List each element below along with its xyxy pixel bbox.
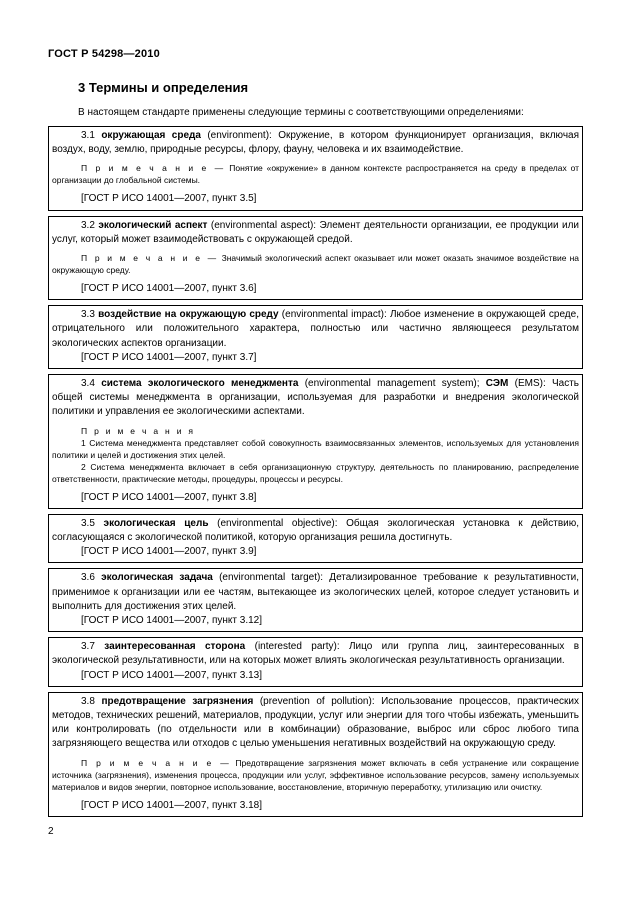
term-definition <box>52 517 579 545</box>
term-source: [ГОСТ Р ИСО 14001—2007, пункт 3.7] <box>81 351 257 363</box>
term-notes <box>52 425 579 485</box>
term-name: предотвращение загрязнения <box>101 695 254 707</box>
term-note <box>52 252 579 276</box>
term-definition <box>52 640 579 668</box>
term-definition <box>52 695 579 752</box>
term-definition <box>52 571 579 614</box>
term-definition <box>52 219 579 247</box>
notes-label: П р и м е ч а н и я <box>81 425 196 436</box>
term-number: 3.3 <box>81 309 95 321</box>
term-text: (environmental target): Детализированное требование к результативности, применимое к организации или ее частям, вытекающее из экологических целей, которое следует установить и выполнить для достижения этих целей. <box>52 572 580 612</box>
note-text: Предотвращение загрязнения может включать в себя устранение или сокращение источника (загрязнения), изменения процесса, продукции или услуг, эффективное использование ресурсов, замену используемых материалов и видов энергии, повторное использование, восстановление, вторичную переработку, утилизацию или очистку. <box>52 757 579 792</box>
term-source: [ГОСТ Р ИСО 14001—2007, пункт 3.12] <box>81 615 263 627</box>
term-text: (prevention of pollution): Использование процессов, практических методов, технических решений, материалов, продукции, услуг или энергии для того чтобы избежать, уменьшить или контролировать (по отдельности или в комбинации) образование, выброс или сброс любого типа загрязняющего вещества или отходов с целью уменьшения негативных воздействий на окружающую среду. <box>52 695 579 750</box>
term-source: [ГОСТ Р ИСО 14001—2007, пункт 3.6] <box>81 283 257 295</box>
term-source: [ГОСТ Р ИСО 14001—2007, пункт 3.18] <box>81 799 263 811</box>
term-text: (environmental aspect): Элемент деятельности организации, ее продукции или услуг, который может взаимодействовать с окружающей средой. <box>52 219 580 245</box>
intro-text: В настоящем стандарте применены следующие термины с соответствующими определениями: <box>78 107 524 118</box>
term-number: 3.5 <box>81 517 95 529</box>
term-definition <box>52 308 579 351</box>
term-number: 3.8 <box>81 695 95 707</box>
term-name: окружающая среда <box>101 130 201 141</box>
term-name: заинтересованная сторона <box>104 641 246 653</box>
page-number: 2 <box>48 826 54 837</box>
note-item: 1 Система менеджмента представляет собой совокупность взаимосвязанных элементов, используемых для установления политики и целей и достижения этих целей. <box>52 437 579 460</box>
term-name: экологический аспект <box>98 219 208 231</box>
terms-list <box>48 126 583 822</box>
term-number: 3.7 <box>81 641 95 653</box>
section-title: 3 Термины и определения <box>78 80 249 95</box>
note-label: П р и м е ч а н и е — <box>81 757 231 768</box>
note-label: П р и м е ч а н и е — <box>81 253 219 264</box>
term-text: (EMS): Часть общей системы менеджмента в организации, используемая для разработки и внедрения экологической политики и управления ее экологическими аспектами. <box>52 378 580 418</box>
term-number: 3.2 <box>81 219 95 231</box>
term-text: (environmental objective): Общая экологическая установка к действию, согласующаяся с экологической политикой, которую организация решила достигнуть. <box>52 517 579 544</box>
note-text: Значимый экологический аспект оказывает или может оказать значимое воздействие на окружающую среду. <box>52 253 579 276</box>
term-entry <box>48 216 583 301</box>
document-header: ГОСТ Р 54298—2010 <box>48 48 160 60</box>
term-name: система экологического менеджмента <box>101 378 299 390</box>
term-entry <box>48 568 583 632</box>
term-text: (environmental management system); <box>298 378 486 390</box>
term-text: (environmental impact): Любое изменение в окружающей среде, отрицательного или положительного характера, полностью или частично являющееся результатом экологических аспектов организации. <box>52 309 579 349</box>
term-text: (environment): Окружение, в котором функционирует организация, включая воздух, воду, землю, природные ресурсы, флору, фауну, человека и их взаимодействие. <box>52 130 580 156</box>
term-entry <box>48 637 583 687</box>
term-definition <box>52 129 579 157</box>
note-label: П р и м е ч а н и е — <box>81 163 226 174</box>
term-entry <box>48 126 583 211</box>
term-note <box>52 757 579 793</box>
term-source: [ГОСТ Р ИСО 14001—2007, пункт 3.5] <box>81 193 257 205</box>
term-text: (interested party): Лицо или группа лиц, заинтересованных в экологической результативности, или на которых может влиять экологическая результативность организации. <box>52 641 580 667</box>
term-number: 3.1 <box>81 130 95 141</box>
term-source: [ГОСТ Р ИСО 14001—2007, пункт 3.9] <box>81 546 257 558</box>
term-definition <box>52 377 579 420</box>
term-source: [ГОСТ Р ИСО 14001—2007, пункт 3.8] <box>81 491 257 503</box>
note-text: Понятие «окружение» в данном контексте распространяется на среду в пределах от организации до глобальной системы. <box>52 163 579 186</box>
term-entry <box>48 374 583 509</box>
term-entry <box>48 305 583 369</box>
term-name: экологическая задача <box>101 572 213 584</box>
term-abbreviation: СЭМ <box>485 378 509 390</box>
term-entry <box>48 692 583 817</box>
term-name: экологическая цель <box>103 517 209 529</box>
note-item: 2 Система менеджмента включает в себя организационную структуру, деятельность по планированию, распределение ответственности, практические методы, процедуры, процессы и ресурсы. <box>52 461 579 484</box>
term-name: воздействие на окружающую среду <box>98 309 279 321</box>
term-entry <box>48 514 583 564</box>
term-number: 3.6 <box>81 572 95 584</box>
term-number: 3.4 <box>81 378 95 390</box>
term-source: [ГОСТ Р ИСО 14001—2007, пункт 3.13] <box>81 669 263 681</box>
term-note <box>52 162 579 186</box>
